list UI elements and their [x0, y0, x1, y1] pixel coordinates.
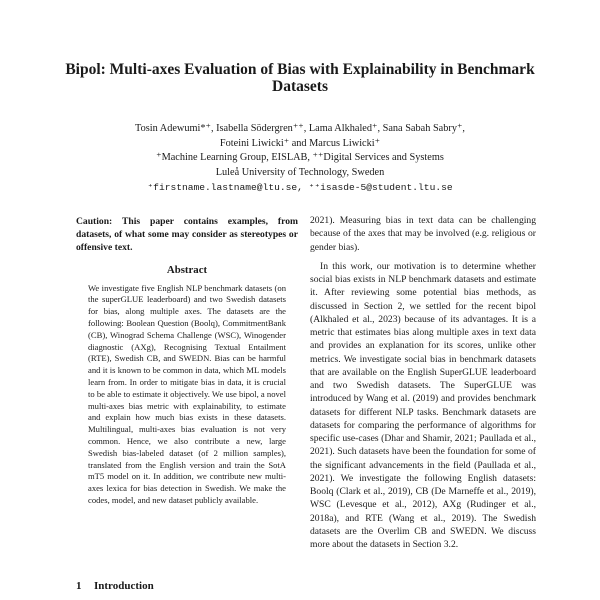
section-heading-introduction	[76, 580, 154, 592]
right-column	[310, 214, 536, 551]
paper-title: Bipol: Multi-axes Evaluation of Bias with Explainability in Benchmark Datasets	[65, 61, 535, 95]
authors-line-2: Foteini Liwicki⁺ and Marcus Liwicki⁺	[219, 137, 381, 149]
affiliation-line-1: ⁺Machine Learning Group, EISLAB, ⁺⁺Digital Services and Systems	[156, 152, 444, 164]
authors-line-1: Tosin Adewumi*⁺, Isabella Södergren⁺⁺, Lama Alkhaled⁺, Sana Sabah Sabry⁺,	[135, 123, 465, 134]
body-paragraph-continued: 2021). Measuring bias in text data can be challenging because of the axes that may be involved (e.g. religious or gender bias).	[310, 215, 536, 253]
affiliation-line-2: Luleå University of Technology, Sweden	[215, 167, 385, 179]
abstract-heading: Abstract	[166, 263, 208, 276]
caution-note: Caution: This paper contains examples, from datasets, of what some may consider as stereotypes or offensive text.	[76, 216, 298, 254]
author-block	[60, 122, 540, 196]
section-title: Introduction	[94, 580, 154, 592]
section-number: 1	[76, 580, 82, 592]
abstract-text: We investigate five English NLP benchmark datasets (on the superGLUE leaderboard) and two Swedish datasets for bias, along multiple axes. The datasets are the following: Boolean Question (Boolq), CommitmentBank (CB), Winograd Schema Challenge (WSC), Winogender diagnostic (AXg), Recognising Textual Entailment (RTE), Swedish CB, and SWEDN. Bias can be harmful and it is known to be common in data, which ML models learn from. In order to mitigate bias in data, it is crucial to be able to estimate it objectively. We use bipol, a novel multi-axes bias metric with explainability, to estimate and explain how much bias exists in these datasets. Multilingual, multi-axes bias evaluation is not very common. Hence, we also contribute a new, large Swedish bias-labeled dataset (of 2 million samples), translated from the English version and train the SotA mT5 model on it. In addition, we contribute new multi-axes lexica for bias detection in Swedish. We make the codes, model, and new dataset publicly available.	[88, 282, 286, 505]
left-column	[76, 215, 298, 507]
body-paragraph-motivation: In this work, our motivation is to determine whether social bias exists in NLP benchmark datasets and estimate it. After reviewing some potential bias methods, as discussed in Section 2, we settled for the recent bipol (Alkhaled et al., 2023) because of its advantages. It is a metric that estimates bias along multiple axes in text data and provides an explanation for its scores, unlike other metrics. We investigate social bias in benchmark datasets that are available on the English SuperGLUE leaderboard and two Swedish datasets. The SuperGLUE was introduced by Wang et al. (2019) and provides benchmark datasets for different NLP tasks. Benchmark datasets are datasets for comparing the performance of algorithms for specific use-cases (Dhar and Shamir, 2021; Paullada et al., 2021). Such datasets have been the foundation for some of the significant advancements in the field (Paullada et al., 2021). We investigate the following English datasets: Boolq (Clark et al., 2019), CB (De Marneffe et al., 2019), WSC (Levesque et al., 2012), AXg (Rudinger et al., 2018a), and RTE (Wang et al., 2019). The Swedish datasets are the Overlim CB and SWEDN. We discuss more about the datasets in Section 3.2.	[310, 260, 536, 550]
author-emails: ⁺firstname.lastname@ltu.se, ⁺⁺isasde-5@student.ltu.se	[147, 181, 453, 193]
